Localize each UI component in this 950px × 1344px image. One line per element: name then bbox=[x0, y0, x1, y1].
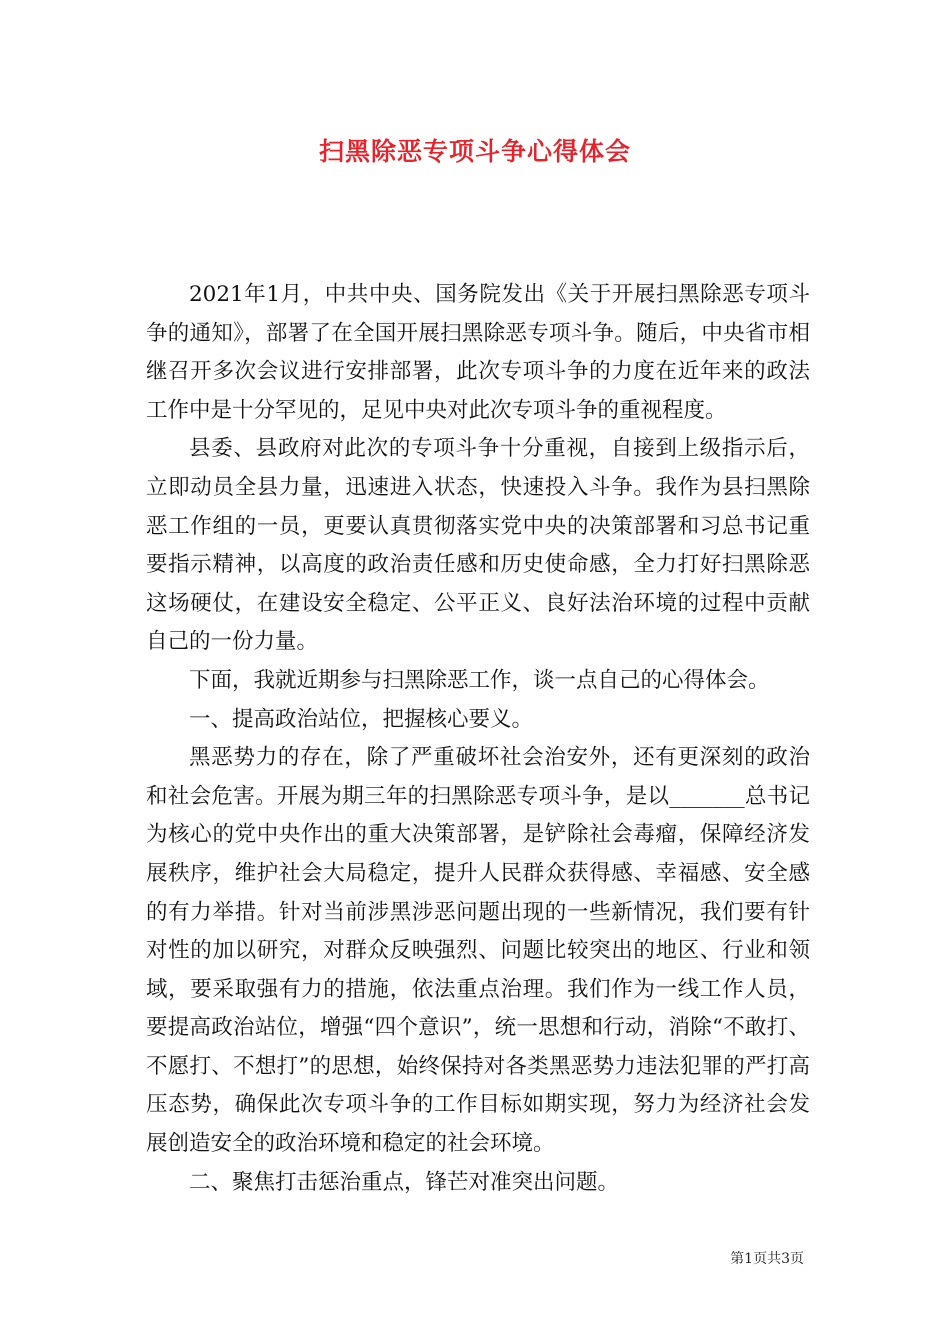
section-heading: 二、聚焦打击惩治重点，锋芒对准突出问题。 bbox=[189, 1169, 620, 1195]
section-heading: 一、提高政治站位，把握核心要义。 bbox=[189, 706, 534, 732]
paragraph: 2021年1月，中共中央、国务院发出《关于开展扫黑除恶专项斗争的通知》，部署了在全国开展扫黑除恶专项斗争。随后，中央省市相继召开多次会议进行安排部署，此次专项斗争的力度在近年来的政法工作中是十分罕见的，足见中央对此次专项斗争的重视程度。 bbox=[146, 282, 810, 423]
document-body bbox=[146, 276, 810, 1202]
paragraph: 黑恶势力的存在，除了严重破坏社会治安外，还有更深刻的政治和社会危害。开展为期三年的扫黑除恶专项斗争，是以_______总书记为核心的党中央作出的重大决策部署，是铲除社会毒瘤，保障经济发展秩序，维护社会大局稳定，提升人民群众获得感、幸福感、安全感的有力举措。针对当前涉黑涉恶问题出现的一些新情况，我们要有针对性的加以研究，对群众反映强烈、问题比较突出的地区、行业和领域，要采取强有力的措施，依法重点治理。我们作为一线工作人员，要提高政治站位，增强“四个意识”，统一思想和行动，消除“不敢打、不愿打、不想打”的思想，始终保持对各类黑恶势力违法犯罪的严打高压态势，确保此次专项斗争的工作目标如期实现，努力为经济社会发展创造安全的政治环境和稳定的社会环境。 bbox=[146, 745, 810, 1157]
paragraph: 县委、县政府对此次的专项斗争十分重视，自接到上级指示后，立即动员全县力量，迅速进入状态，快速投入斗争。我作为县扫黑除恶工作组的一员，更要认真贯彻落实党中央的决策部署和习总书记重要指示精神，以高度的政治责任感和历史使命感，全力打好扫黑除恶这场硬仗，在建设安全稳定、公平正义、良好法治环境的过程中贡献自己的一份力量。 bbox=[146, 436, 810, 655]
page-number-footer: 第1页共3页 bbox=[730, 1251, 804, 1267]
document-title: 扫黑除恶专项斗争心得体会 bbox=[318, 137, 631, 166]
paragraph: 下面，我就近期参与扫黑除恶工作，谈一点自己的心得体会。 bbox=[189, 667, 770, 693]
